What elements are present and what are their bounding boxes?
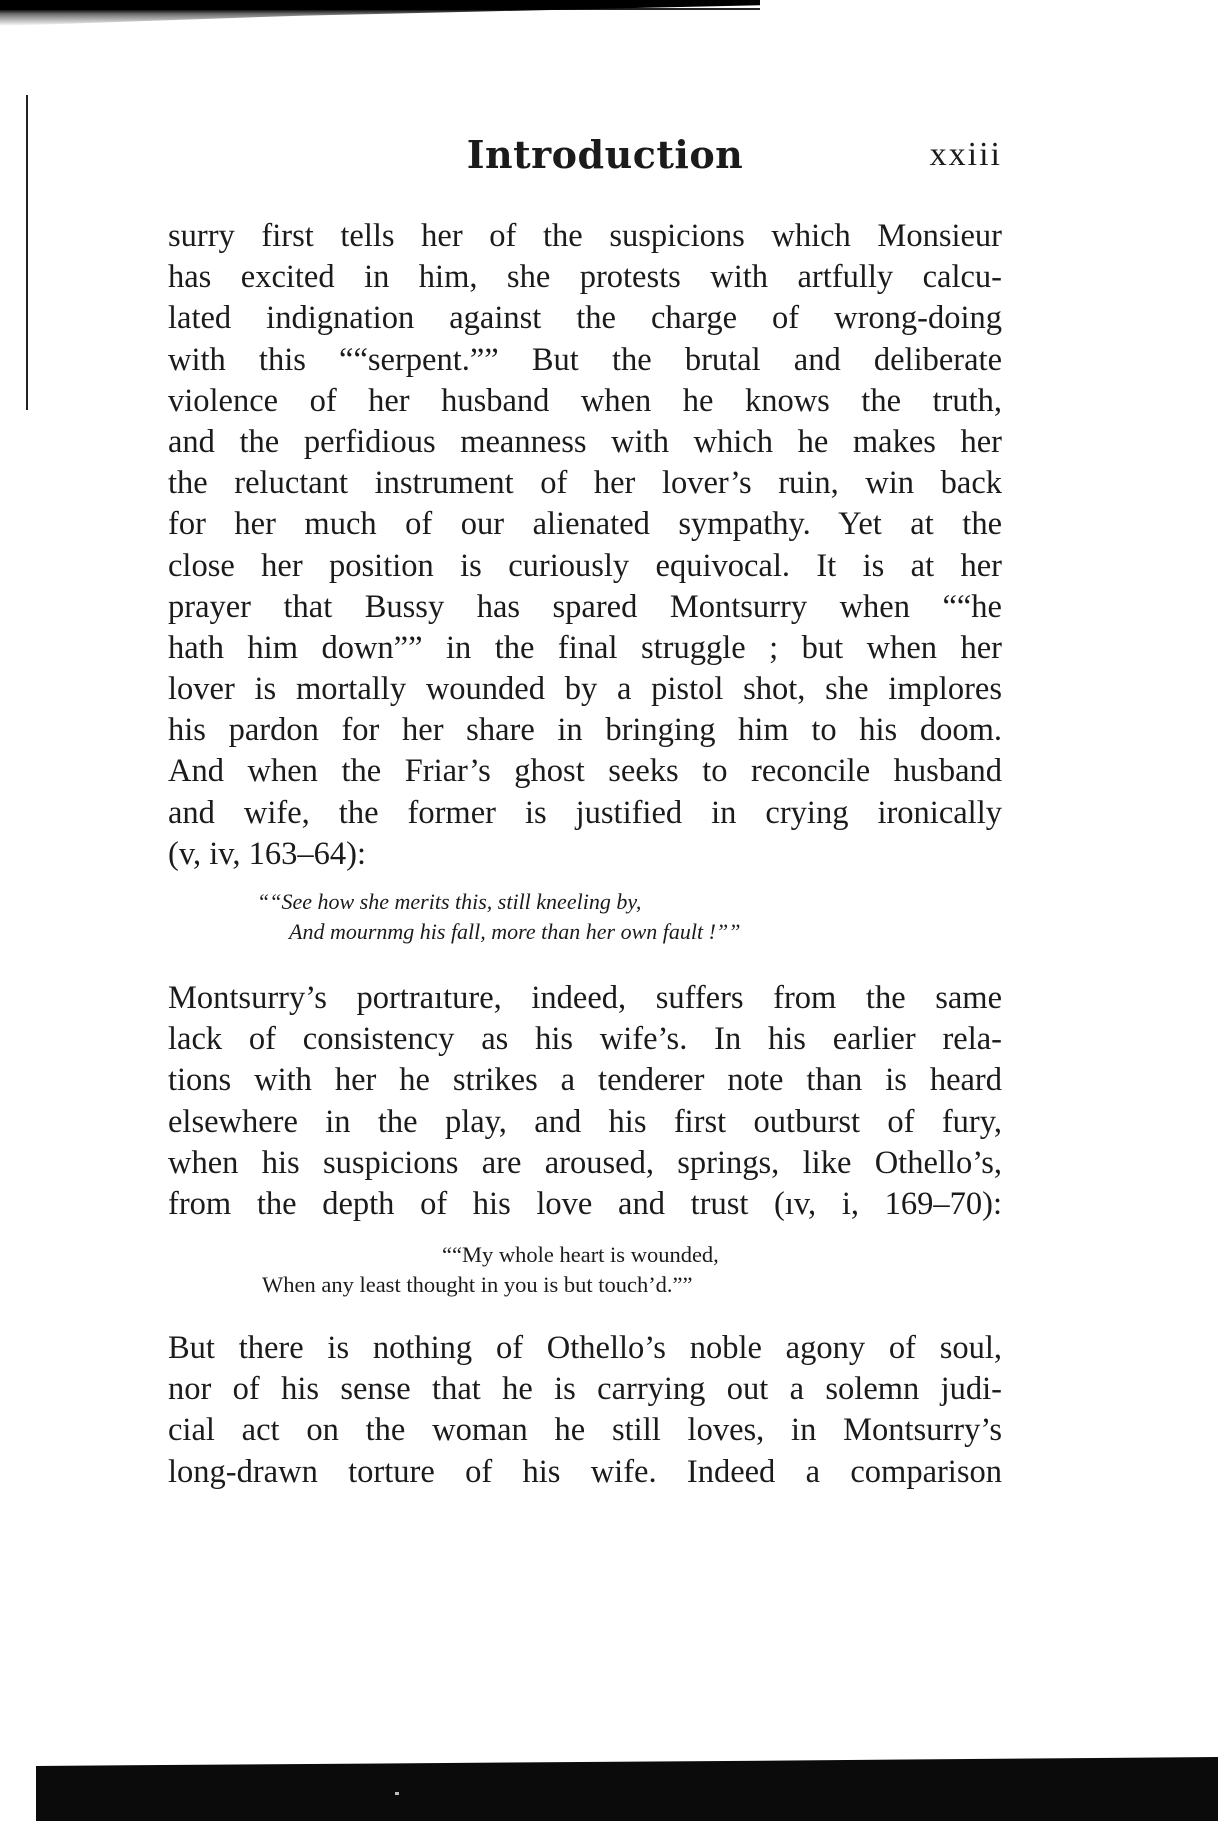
page-header <box>0 132 1218 192</box>
text-line: close her position is curiously equivocal. It is at her <box>168 547 1002 584</box>
text-line: long-drawn torture of his wife. Indeed a comparison <box>168 1453 1002 1490</box>
text-line: lated indignation against the charge of wrong-doing <box>168 300 1002 337</box>
text-line: nor of his sense that he is carrying out a solemn judi- <box>168 1371 1002 1408</box>
text-line: cial act on the woman he still loves, in Montsurry’s <box>168 1412 1002 1449</box>
text-line: from the depth of his love and trust (ıv, i, 169–70): <box>168 1185 1002 1222</box>
text-line: and wife, the former is justified in crying ironically <box>168 794 1002 831</box>
text-line: Montsurry’s portraıture, indeed, suffers from the same <box>168 980 1002 1016</box>
quote-line: When any least thought in you is but touch’d.”” <box>262 1272 693 1297</box>
text-line: surry first tells her of the suspicions which Monsieur <box>168 218 1002 254</box>
text-line: has excited in him, she protests with artfully calcu- <box>168 259 1002 296</box>
text-line: violence of her husband when he knows the truth, <box>168 382 1002 419</box>
scan-speck <box>395 1792 399 1795</box>
text-line: (v, iv, 163–64): <box>168 835 366 872</box>
text-line: and the perfidious meanness with which he makes her <box>168 423 1002 460</box>
bottom-scan-border <box>36 1757 1218 1821</box>
text-line: tions with her he strikes a tenderer note than is heard <box>168 1062 1002 1099</box>
text-line: But there is nothing of Othello’s noble agony of soul, <box>168 1330 1002 1366</box>
text-line: elsewhere in the play, and his first outburst of fury, <box>168 1103 1002 1140</box>
text-line: his pardon for her share in bringing him to his doom. <box>168 712 1002 749</box>
running-title: Introduction <box>466 132 744 177</box>
quote-line: And mournmg his fall, more than her own fault !”” <box>289 919 741 944</box>
text-line: when his suspicions are aroused, springs, like Othello’s, <box>168 1144 1002 1181</box>
text-line: hath him down”” in the final struggle ; but when her <box>168 629 1002 666</box>
block-quote-1 <box>257 887 740 947</box>
paragraph-1 <box>168 216 1002 875</box>
text-line: with this ““serpent.”” But the brutal and deliberate <box>168 341 1002 378</box>
paragraph-2 <box>168 978 1002 1225</box>
top-scan-shadow <box>0 0 760 26</box>
text-line: prayer that Bussy has spared Montsurry when ““he <box>168 588 1002 625</box>
text-line: And when the Friar’s ghost seeks to reconcile husband <box>168 753 1002 790</box>
text-line: lover is mortally wounded by a pistol shot, she implores <box>168 671 1002 708</box>
text-line: the reluctant instrument of her lover’s ruin, win back <box>168 465 1002 502</box>
quote-line: ““My whole heart is wounded, <box>442 1242 719 1267</box>
page-number: xxiii <box>929 136 1002 173</box>
text-line: lack of consistency as his wife’s. In his earlier rela- <box>168 1021 1002 1058</box>
paragraph-3 <box>168 1328 1002 1493</box>
text-line: for her much of our alienated sympathy. Yet at the <box>168 506 1002 543</box>
block-quote-2 <box>262 1240 719 1300</box>
quote-line: ““See how she merits this, still kneeling by, <box>257 889 642 914</box>
